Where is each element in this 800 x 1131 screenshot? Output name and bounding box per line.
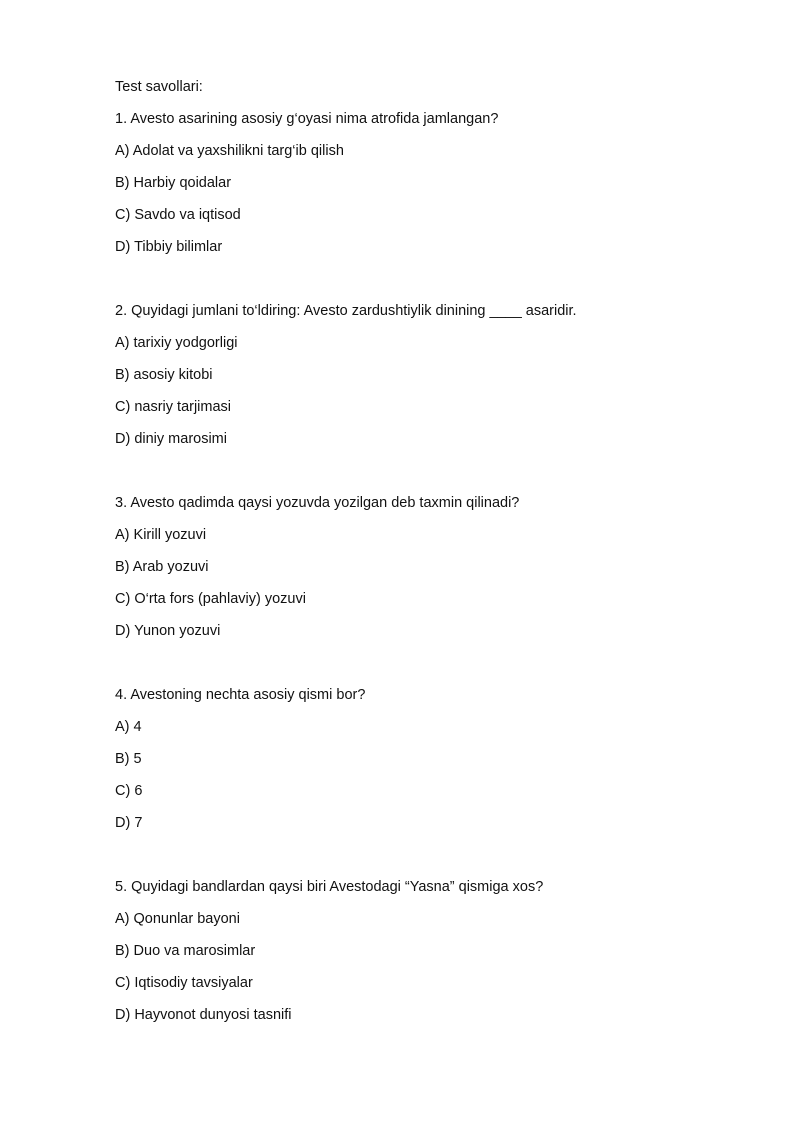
question-3-option-b: B) Arab yozuvi bbox=[115, 559, 209, 575]
question-2-text: 2. Quyidagi jumlani to‘ldiring: Avesto zardushtiylik dinining ____ asaridir. bbox=[115, 303, 577, 319]
question-4-text: 4. Avestoning nechta asosiy qismi bor? bbox=[115, 687, 366, 703]
question-4-option-a: A) 4 bbox=[115, 719, 142, 735]
question-4-option-d: D) 7 bbox=[115, 815, 143, 831]
question-2-option-c: C) nasriy tarjimasi bbox=[115, 399, 232, 415]
question-3-option-d: D) Yunon yozuvi bbox=[115, 623, 221, 639]
question-1-option-c: C) Savdo va iqtisod bbox=[115, 207, 241, 223]
question-1-option-a: A) Adolat va yaxshilikni targ‘ib qilish bbox=[115, 143, 344, 159]
question-2-option-d: D) diniy marosimi bbox=[115, 431, 227, 447]
question-1-option-b: B) Harbiy qoidalar bbox=[115, 175, 232, 191]
question-5-option-a: A) Qonunlar bayoni bbox=[115, 911, 240, 927]
question-4-option-c: C) 6 bbox=[115, 783, 143, 799]
question-1-text: 1. Avesto asarining asosiy g‘oyasi nima atrofida jamlangan? bbox=[115, 111, 499, 127]
page-heading: Test savollari: bbox=[115, 79, 203, 95]
question-5-option-c: C) Iqtisodiy tavsiyalar bbox=[115, 975, 253, 991]
question-5-option-d: D) Hayvonot dunyosi tasnifi bbox=[115, 1007, 292, 1023]
question-2-option-b: B) asosiy kitobi bbox=[115, 367, 213, 383]
question-3-option-c: C) O‘rta fors (pahlaviy) yozuvi bbox=[115, 591, 306, 607]
question-3-text: 3. Avesto qadimda qaysi yozuvda yozilgan deb taxmin qilinadi? bbox=[115, 495, 520, 511]
question-5-text: 5. Quyidagi bandlardan qaysi biri Avestodagi “Yasna” qismiga xos? bbox=[115, 879, 544, 895]
question-5-option-b: B) Duo va marosimlar bbox=[115, 943, 256, 959]
question-3-option-a: A) Kirill yozuvi bbox=[115, 527, 207, 543]
question-4-option-b: B) 5 bbox=[115, 751, 142, 767]
question-1-option-d: D) Tibbiy bilimlar bbox=[115, 239, 223, 255]
question-2-option-a: A) tarixiy yodgorligi bbox=[115, 335, 238, 351]
